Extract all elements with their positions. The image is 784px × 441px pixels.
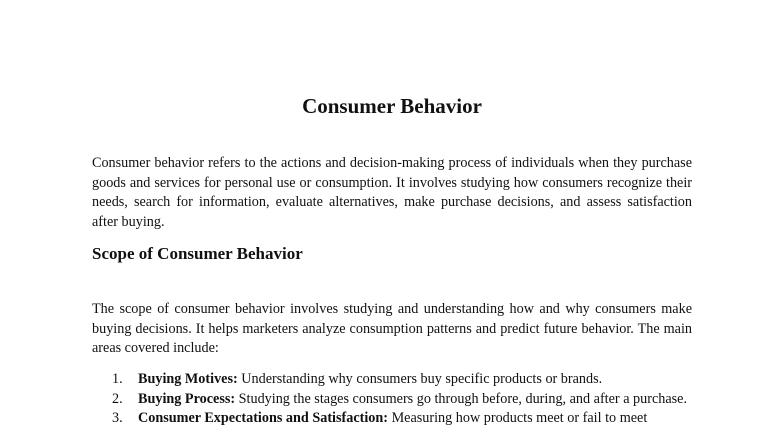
list-item-text: Studying the stages consumers go through before, during, and after a purchase. bbox=[235, 390, 688, 407]
scope-paragraph: The scope of consumer behavior involves studying and understanding how and why consumers make buying decisions. It helps marketers analyze consumption patterns and predict future behavior. The main areas covered include: bbox=[92, 301, 692, 356]
intro-paragraph: Consumer behavior refers to the actions and decision-making process of individuals when they purchase goods and services for personal use or consumption. It involves studying how consumers recognize their needs, search for information, evaluate alternatives, make purchase decisions, and assess satisfaction after buying. bbox=[92, 155, 692, 230]
section-heading: Scope of Consumer Behavior bbox=[92, 244, 303, 263]
list-item-term: Consumer Expectations and Satisfaction: bbox=[138, 410, 389, 426]
list-item bbox=[92, 409, 692, 429]
list-item-term: Buying Motives: bbox=[138, 371, 238, 387]
list-item-text: Understanding why consumers buy specific products or brands. bbox=[237, 371, 603, 387]
scope-areas-list bbox=[92, 370, 692, 429]
list-item bbox=[92, 370, 692, 390]
list-item-number: 1. bbox=[112, 371, 123, 387]
list-item bbox=[92, 390, 692, 410]
list-item-number: 2. bbox=[112, 390, 123, 407]
list-item-text: Measuring how products meet or fail to meet bbox=[388, 410, 648, 426]
list-item-term: Buying Process: bbox=[138, 390, 236, 407]
document-title: Consumer Behavior bbox=[302, 94, 482, 118]
list-item-number: 3. bbox=[112, 410, 123, 426]
